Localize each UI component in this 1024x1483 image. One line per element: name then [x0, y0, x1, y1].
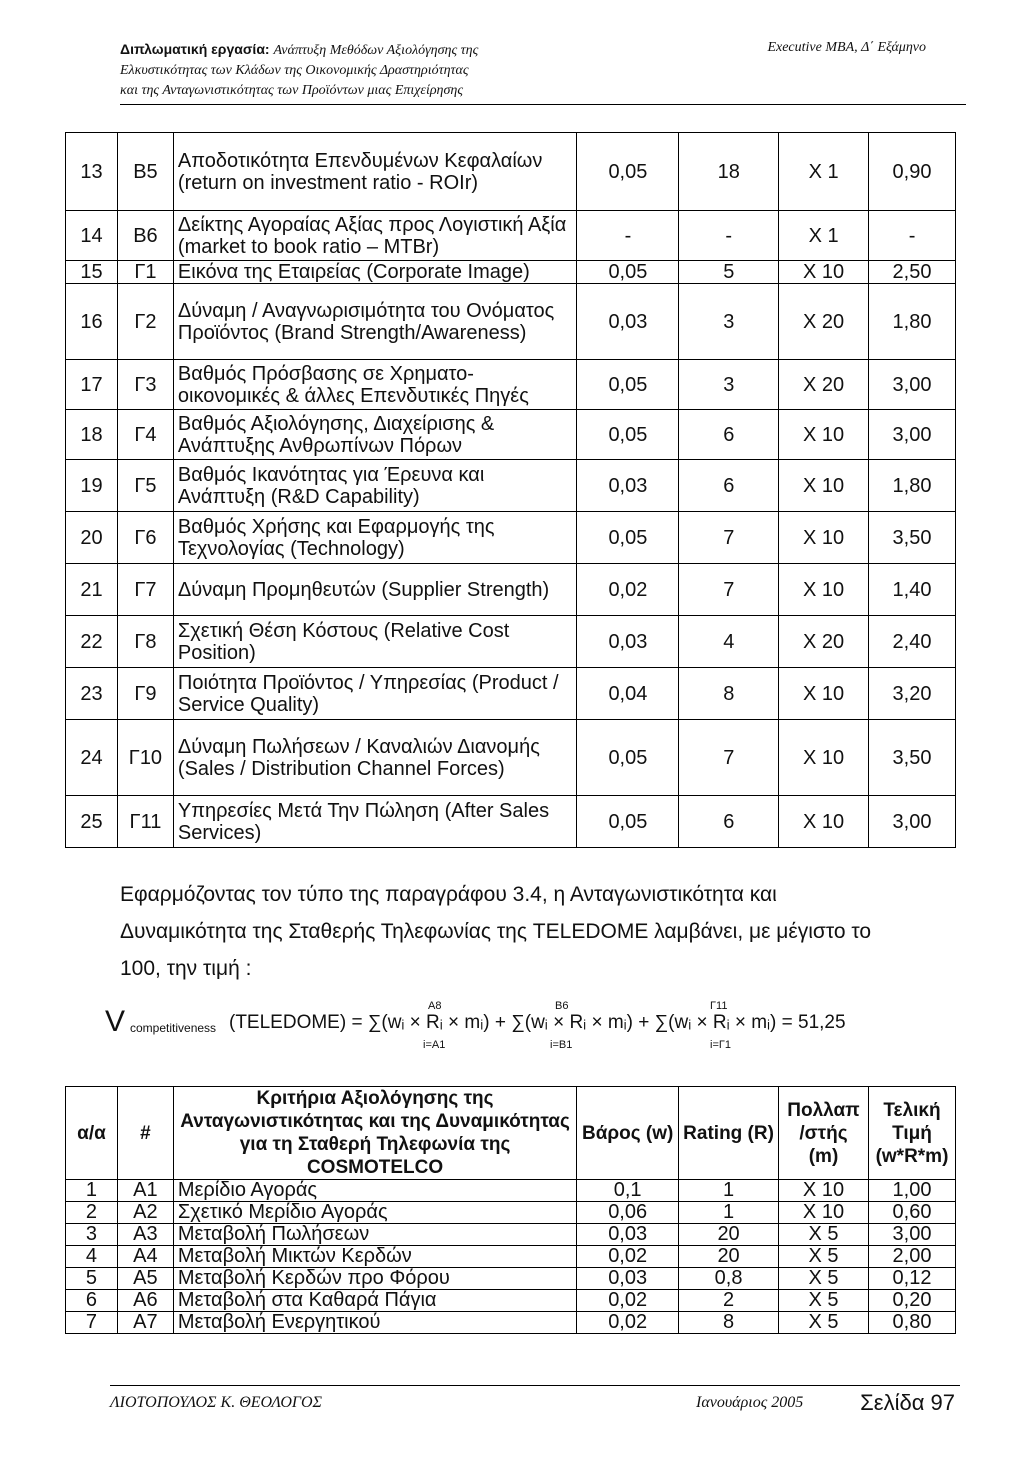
value-cell: 1,80 [869, 284, 956, 360]
multiplier-cell: Χ 10 [779, 796, 869, 848]
value-cell: 2,40 [869, 616, 956, 668]
table-row [66, 1290, 956, 1312]
criterion-code: Α7 [117, 1312, 173, 1334]
table-row [66, 284, 956, 360]
criterion-code: Γ4 [117, 410, 173, 460]
value-cell: 3,00 [868, 1224, 955, 1246]
criterion-name: Βαθμός Πρόσβασης σε Χρηματο-οικονομικές & άλλες Επενδυτικές Πηγές [173, 360, 577, 410]
row-number: 7 [66, 1312, 118, 1334]
multiplier-cell: Χ 1 [779, 133, 869, 211]
weight-cell: 0,06 [577, 1202, 679, 1224]
multiplier-cell: Χ 10 [779, 410, 869, 460]
criterion-name: Σχετική Θέση Κόστους (Relative Cost Position) [173, 616, 577, 668]
weight-cell: 0,02 [577, 564, 679, 616]
header-line-3-text: και της Ανταγωνιστικότητας των Προϊόντων μιας Επιχείρησης [120, 83, 464, 98]
col-header-criteria: Κριτήρια Αξιολόγησης της Ανταγωνιστικότητας και της Δυναμικότητας για τη Σταθερή Τηλεφωνία της COSMOTELCO [173, 1087, 576, 1180]
value-cell: 3,00 [869, 796, 956, 848]
rating-cell: - [679, 211, 779, 261]
criterion-name: Βαθμός Αξιολόγησης, Διαχείρισης & Ανάπτυξης Ανθρωπίνων Πόρων [173, 410, 577, 460]
rating-cell: 5 [679, 261, 779, 284]
rating-cell: 7 [679, 720, 779, 796]
row-number: 14 [66, 211, 118, 261]
row-number: 18 [66, 410, 118, 460]
header-program: Executive MBA, Δ΄ Εξάμηνο [767, 40, 926, 55]
competitiveness-formula [105, 1000, 955, 1060]
row-number: 19 [66, 460, 118, 512]
sum1-lower: i=A1 [423, 1039, 446, 1051]
multiplier-cell: Χ 10 [779, 1180, 869, 1202]
multiplier-cell: Χ 10 [779, 720, 869, 796]
value-cell: 3,50 [869, 512, 956, 564]
table-row [66, 668, 956, 720]
criterion-name: Μεταβολή Μικτών Κερδών [173, 1246, 576, 1268]
multiplier-cell: Χ 10 [779, 564, 869, 616]
footer-page-number: Σελίδα 97 [860, 1390, 955, 1415]
criterion-code: Α1 [117, 1180, 173, 1202]
col-header-hash: # [117, 1087, 173, 1180]
criterion-name: Δύναμη / Αναγνωρισιμότητα του Ονόματος Προϊόντος (Brand Strength/Awareness) [173, 284, 577, 360]
criterion-code: Γ1 [117, 261, 173, 284]
criterion-name: Μερίδιο Αγοράς [173, 1180, 576, 1202]
criterion-name: Αποδοτικότητα Επενδυμένων Κεφαλαίων (return on investment ratio - ROIr) [173, 133, 577, 211]
weight-cell: 0,03 [577, 460, 679, 512]
rating-cell: 1 [679, 1202, 779, 1224]
value-cell: 3,00 [869, 410, 956, 460]
criterion-code: Α3 [117, 1224, 173, 1246]
footer-date: Ιανουάριος 2005 [696, 1394, 804, 1411]
header-bold-label: Διπλωματική εργασία: [120, 41, 270, 57]
criterion-name: Βαθμός Ικανότητας για Έρευνα και Ανάπτυξη (R&D Capability) [173, 460, 577, 512]
criterion-code: Γ9 [117, 668, 173, 720]
criterion-code: Β5 [117, 133, 173, 211]
multiplier-cell: Χ 5 [779, 1290, 869, 1312]
weight-cell: 0,03 [577, 1224, 679, 1246]
value-cell: 3,00 [869, 360, 956, 410]
table-row [66, 261, 956, 284]
results-paragraph: Εφαρμόζοντας τον τύπο της παραγράφου 3.4, η Ανταγωνιστικότητα και Δυναμικότητα της Σταθερής Τηλεφωνίας της TELEDOME λαμβάνει, με μέγιστο το 100, την τιμή : [120, 883, 872, 980]
header-italic-title: Ανάπτυξη Μεθόδων Αξιολόγησης της [273, 43, 479, 58]
value-cell: 2,50 [869, 261, 956, 284]
sum3-lower: i=Γ1 [710, 1039, 732, 1051]
rating-cell: 20 [679, 1246, 779, 1268]
weight-cell: 0,02 [577, 1246, 679, 1268]
multiplier-cell: Χ 10 [779, 668, 869, 720]
criterion-code: Α5 [117, 1268, 173, 1290]
weight-cell: - [577, 211, 679, 261]
rating-cell: 8 [679, 668, 779, 720]
sum2-lower: i=B1 [550, 1039, 573, 1051]
criterion-name: Εικόνα της Εταιρείας (Corporate Image) [173, 261, 577, 284]
value-cell: 0,60 [868, 1202, 955, 1224]
rating-cell: 6 [679, 410, 779, 460]
weight-cell: 0,05 [577, 410, 679, 460]
rating-cell: 0,8 [679, 1268, 779, 1290]
formula-v-symbol: V [105, 1005, 126, 1038]
criterion-code: Α6 [117, 1290, 173, 1312]
table-row [66, 211, 956, 261]
sum3-upper: Γ11 [710, 1000, 728, 1012]
value-cell: 0,90 [869, 133, 956, 211]
multiplier-cell: Χ 1 [779, 211, 869, 261]
criterion-name: Μεταβολή Ενεργητικού [173, 1312, 576, 1334]
row-number: 2 [66, 1202, 118, 1224]
value-cell: 3,20 [869, 668, 956, 720]
table-row [66, 1202, 956, 1224]
value-cell: 0,12 [868, 1268, 955, 1290]
weight-cell: 0,05 [577, 360, 679, 410]
value-cell: - [869, 211, 956, 261]
footer-author: ΛΙΟΤΟΠΟΥΛΟΣ Κ. ΘΕΟΛΟΓΟΣ [110, 1394, 323, 1411]
weight-cell: 0,05 [577, 796, 679, 848]
criterion-code: Γ3 [117, 360, 173, 410]
criterion-name: Σχετικό Μερίδιο Αγοράς [173, 1202, 576, 1224]
row-number: 5 [66, 1268, 118, 1290]
criterion-code: Γ11 [117, 796, 173, 848]
value-cell: 3,50 [869, 720, 956, 796]
table-row [66, 720, 956, 796]
multiplier-cell: Χ 20 [779, 360, 869, 410]
rating-cell: 1 [679, 1180, 779, 1202]
value-cell: 1,80 [869, 460, 956, 512]
multiplier-cell: Χ 5 [779, 1312, 869, 1334]
table-row [66, 1180, 956, 1202]
formula-subscript: competitiveness [130, 1021, 217, 1035]
multiplier-cell: Χ 10 [779, 261, 869, 284]
criterion-name: Μεταβολή στα Καθαρά Πάγια [173, 1290, 576, 1312]
row-number: 1 [66, 1180, 118, 1202]
multiplier-cell: Χ 5 [779, 1268, 869, 1290]
table-row [66, 1224, 956, 1246]
table-row [66, 460, 956, 512]
row-number: 20 [66, 512, 118, 564]
table-row [66, 796, 956, 848]
header-title-line-2 [120, 60, 966, 80]
criterion-name: Δύναμη Πωλήσεων / Καναλιών Διανομής (Sales / Distribution Channel Forces) [173, 720, 577, 796]
multiplier-cell: Χ 10 [779, 512, 869, 564]
value-cell: 2,00 [868, 1246, 955, 1268]
header-title-line-3 [120, 80, 966, 100]
rating-cell: 6 [679, 796, 779, 848]
multiplier-cell: Χ 20 [779, 616, 869, 668]
table-row [66, 616, 956, 668]
criterion-name: Υπηρεσίες Μετά Την Πώληση (After Sales Services) [173, 796, 577, 848]
rating-cell: 4 [679, 616, 779, 668]
criterion-code: Γ8 [117, 616, 173, 668]
table-row [66, 564, 956, 616]
sum1-upper: A8 [428, 1000, 442, 1012]
col-header-value: Τελική Τιμή (w*R*m) [868, 1087, 955, 1180]
criterion-code: Γ5 [117, 460, 173, 512]
criterion-code: Γ10 [117, 720, 173, 796]
weight-cell: 0,05 [577, 512, 679, 564]
sum2-upper: B6 [555, 1000, 569, 1012]
row-number: 16 [66, 284, 118, 360]
weight-cell: 0,05 [577, 133, 679, 211]
criterion-name: Δύναμη Προμηθευτών (Supplier Strength) [173, 564, 577, 616]
table-row [66, 133, 956, 211]
col-header-rating: Rating (R) [679, 1087, 779, 1180]
weight-cell: 0,02 [577, 1312, 679, 1334]
criterion-code: Β6 [117, 211, 173, 261]
row-number: 25 [66, 796, 118, 848]
page-header [120, 40, 966, 105]
formula-expression: (TELEDOME) = ∑(wᵢ × Rᵢ × mᵢ) + ∑(wᵢ × Rᵢ × mᵢ) + ∑(wᵢ × Rᵢ × mᵢ) = 51,25 [229, 1012, 846, 1033]
row-number: 6 [66, 1290, 118, 1312]
value-cell: 0,20 [868, 1290, 955, 1312]
col-header-multiplier: Πολλαπ /στής (m) [779, 1087, 869, 1180]
criterion-code: Γ7 [117, 564, 173, 616]
row-number: 3 [66, 1224, 118, 1246]
multiplier-cell: Χ 5 [779, 1246, 869, 1268]
row-number: 4 [66, 1246, 118, 1268]
table-row [66, 1246, 956, 1268]
table-row [66, 1312, 956, 1334]
cosmotelco-criteria-table [65, 1086, 956, 1334]
rating-cell: 8 [679, 1312, 779, 1334]
table-row [66, 410, 956, 460]
table-row [66, 360, 956, 410]
weight-cell: 0,02 [577, 1290, 679, 1312]
criteria-table-continued [65, 132, 956, 848]
criterion-code: Γ6 [117, 512, 173, 564]
rating-cell: 3 [679, 360, 779, 410]
criterion-name: Μεταβολή Κερδών προ Φόρου [173, 1268, 576, 1290]
criterion-name: Μεταβολή Πωλήσεων [173, 1224, 576, 1246]
row-number: 17 [66, 360, 118, 410]
row-number: 22 [66, 616, 118, 668]
page-footer [110, 1385, 960, 1426]
multiplier-cell: Χ 10 [779, 460, 869, 512]
weight-cell: 0,1 [577, 1180, 679, 1202]
weight-cell: 0,03 [577, 1268, 679, 1290]
rating-cell: 7 [679, 512, 779, 564]
row-number: 23 [66, 668, 118, 720]
criterion-code: Γ2 [117, 284, 173, 360]
weight-cell: 0,04 [577, 668, 679, 720]
table-header-row [66, 1087, 956, 1180]
value-cell: 1,40 [869, 564, 956, 616]
table-row [66, 512, 956, 564]
col-header-aa: α/α [66, 1087, 118, 1180]
criterion-name: Δείκτης Αγοραίας Αξίας προς Λογιστική Αξία (market to book ratio – MTBr) [173, 211, 577, 261]
rating-cell: 3 [679, 284, 779, 360]
table-row [66, 1268, 956, 1290]
header-line-2-text: Ελκυστικότητας των Κλάδων της Οικονομικής Δραστηριότητας [120, 63, 469, 78]
rating-cell: 18 [679, 133, 779, 211]
weight-cell: 0,03 [577, 284, 679, 360]
rating-cell: 20 [679, 1224, 779, 1246]
weight-cell: 0,03 [577, 616, 679, 668]
rating-cell: 6 [679, 460, 779, 512]
criterion-name: Βαθμός Χρήσης και Εφαρμογής της Τεχνολογίας (Technology) [173, 512, 577, 564]
rating-cell: 2 [679, 1290, 779, 1312]
col-header-weight: Βάρος (w) [577, 1087, 679, 1180]
row-number: 13 [66, 133, 118, 211]
value-cell: 0,80 [868, 1312, 955, 1334]
weight-cell: 0,05 [577, 261, 679, 284]
multiplier-cell: Χ 5 [779, 1224, 869, 1246]
criterion-code: Α2 [117, 1202, 173, 1224]
rating-cell: 7 [679, 564, 779, 616]
value-cell: 1,00 [868, 1180, 955, 1202]
row-number: 21 [66, 564, 118, 616]
criterion-name: Ποιότητα Προϊόντος / Υπηρεσίας (Product / Service Quality) [173, 668, 577, 720]
row-number: 15 [66, 261, 118, 284]
criterion-code: Α4 [117, 1246, 173, 1268]
multiplier-cell: Χ 20 [779, 284, 869, 360]
row-number: 24 [66, 720, 118, 796]
weight-cell: 0,05 [577, 720, 679, 796]
multiplier-cell: Χ 10 [779, 1202, 869, 1224]
